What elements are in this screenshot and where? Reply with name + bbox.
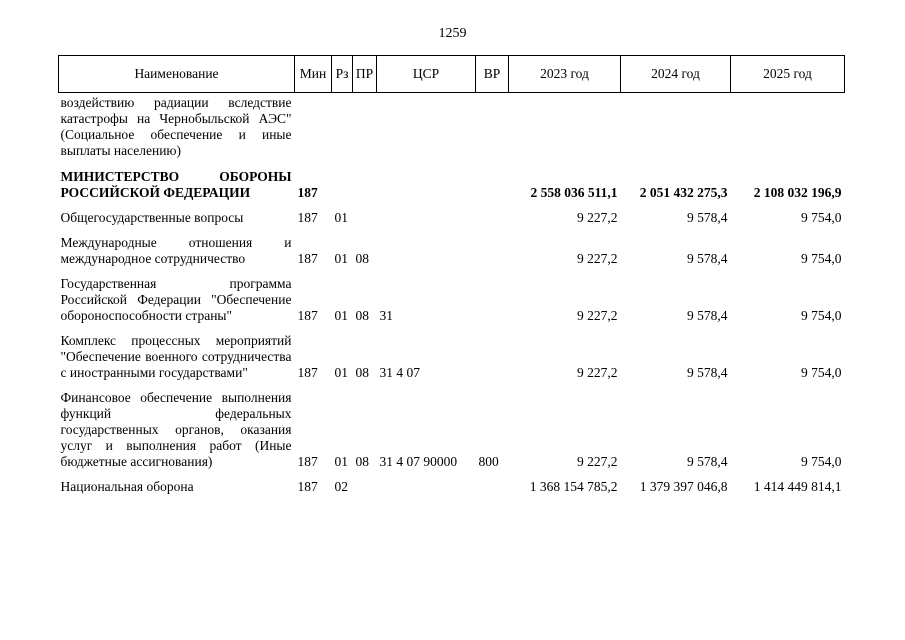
row-min: 187 — [297, 479, 318, 494]
row-2024: 9 578,4 — [687, 454, 728, 469]
row-vr — [476, 226, 509, 267]
row-2024: 9 578,4 — [687, 210, 728, 225]
row-name: Финансовое обеспечение выполнения функций федеральных государственных органов, оказания услуг и выполнения работ (Иные бюджетные ассигнования) — [60, 390, 292, 469]
row-pr: 08 — [355, 308, 369, 323]
row-vr — [476, 93, 509, 160]
row-min: 187 — [297, 185, 318, 200]
header-2023: 2023 год — [509, 56, 621, 93]
row-pr — [353, 159, 377, 201]
page-number: 1259 — [438, 26, 467, 41]
row-pr — [353, 93, 377, 160]
row-pr: 08 — [355, 454, 369, 469]
row-2023: 9 227,2 — [577, 251, 618, 266]
row-2025: 2 108 032 196,9 — [753, 185, 842, 200]
row-vr — [476, 201, 509, 226]
header-pr: ПР — [353, 56, 377, 93]
row-name: Национальная оборона — [60, 479, 194, 494]
table-row — [59, 159, 845, 201]
row-csr — [377, 226, 476, 267]
row-vr — [476, 324, 509, 381]
row-2025: 9 754,0 — [801, 365, 842, 380]
row-2025: 1 414 449 814,1 — [753, 479, 842, 494]
row-csr: 31 — [379, 308, 393, 323]
row-csr — [377, 470, 476, 495]
row-csr: 31 4 07 — [379, 365, 420, 380]
table-row — [59, 201, 845, 226]
table-row — [59, 93, 845, 160]
row-pr: 08 — [355, 251, 369, 266]
row-2023: 9 227,2 — [577, 454, 618, 469]
row-name: воздействию радиации вследствие катастрофы на Чернобыльской АЭС" (Социальное обеспечение и иные выплаты населению) — [60, 95, 292, 158]
row-2023: 9 227,2 — [577, 365, 618, 380]
row-2025: 9 754,0 — [801, 454, 842, 469]
row-2025: 9 754,0 — [801, 251, 842, 266]
header-2025: 2025 год — [731, 56, 845, 93]
table-row — [59, 226, 845, 267]
row-2025 — [731, 93, 845, 160]
row-2024: 9 578,4 — [687, 308, 728, 323]
row-min: 187 — [297, 210, 318, 225]
row-name: Комплекс процессных мероприятий "Обеспечение военного сотрудничества с иностранными государствами" — [60, 333, 292, 380]
row-name: Общегосударственные вопросы — [60, 210, 244, 225]
row-min: 187 — [297, 251, 318, 266]
header-min: Мин — [295, 56, 332, 93]
row-2023: 9 227,2 — [577, 308, 618, 323]
row-name: Международные отношения и международное сотрудничество — [60, 235, 292, 266]
table-row — [59, 324, 845, 381]
row-name: Государственная программа Российской Федерации "Обеспечение обороноспособности страны" — [60, 276, 292, 323]
table-row — [59, 267, 845, 324]
row-pr — [353, 470, 377, 495]
row-min: 187 — [297, 365, 318, 380]
row-min: 187 — [297, 454, 318, 469]
row-rz: 02 — [334, 479, 348, 494]
row-2023 — [509, 93, 621, 160]
row-rz: 01 — [334, 365, 348, 380]
row-rz: 01 — [334, 308, 348, 323]
row-2025: 9 754,0 — [801, 210, 842, 225]
header-csr: ЦСР — [377, 56, 476, 93]
header-rz: Рз — [332, 56, 353, 93]
row-2024 — [621, 93, 731, 160]
table-header — [59, 56, 845, 93]
header-vr: ВР — [476, 56, 509, 93]
row-min: 187 — [297, 308, 318, 323]
row-rz — [332, 159, 353, 201]
row-csr: 31 4 07 90000 — [379, 454, 458, 469]
row-2024: 2 051 432 275,3 — [639, 185, 728, 200]
row-pr: 08 — [355, 365, 369, 380]
row-csr — [377, 159, 476, 201]
row-rz — [332, 93, 353, 160]
row-2024: 9 578,4 — [687, 251, 728, 266]
row-2024: 1 379 397 046,8 — [639, 479, 728, 494]
row-2025: 9 754,0 — [801, 308, 842, 323]
table-row — [59, 381, 845, 470]
row-rz: 01 — [334, 454, 348, 469]
row-csr — [377, 201, 476, 226]
header-name: Наименование — [59, 56, 295, 93]
row-min — [295, 93, 332, 160]
row-vr — [476, 470, 509, 495]
row-csr — [377, 93, 476, 160]
row-2023: 1 368 154 785,2 — [529, 479, 618, 494]
row-2023: 2 558 036 511,1 — [530, 185, 618, 200]
row-vr: 800 — [478, 454, 499, 469]
row-2023: 9 227,2 — [577, 210, 618, 225]
row-2024: 9 578,4 — [687, 365, 728, 380]
row-vr — [476, 267, 509, 324]
row-vr — [476, 159, 509, 201]
row-rz: 01 — [334, 210, 348, 225]
budget-table — [58, 55, 845, 495]
row-name: МИНИСТЕРСТВО ОБОРОНЫ РОССИЙСКОЙ ФЕДЕРАЦИИ — [60, 169, 292, 200]
header-2024: 2024 год — [621, 56, 731, 93]
row-rz: 01 — [334, 251, 348, 266]
row-pr — [353, 201, 377, 226]
table-row — [59, 470, 845, 495]
